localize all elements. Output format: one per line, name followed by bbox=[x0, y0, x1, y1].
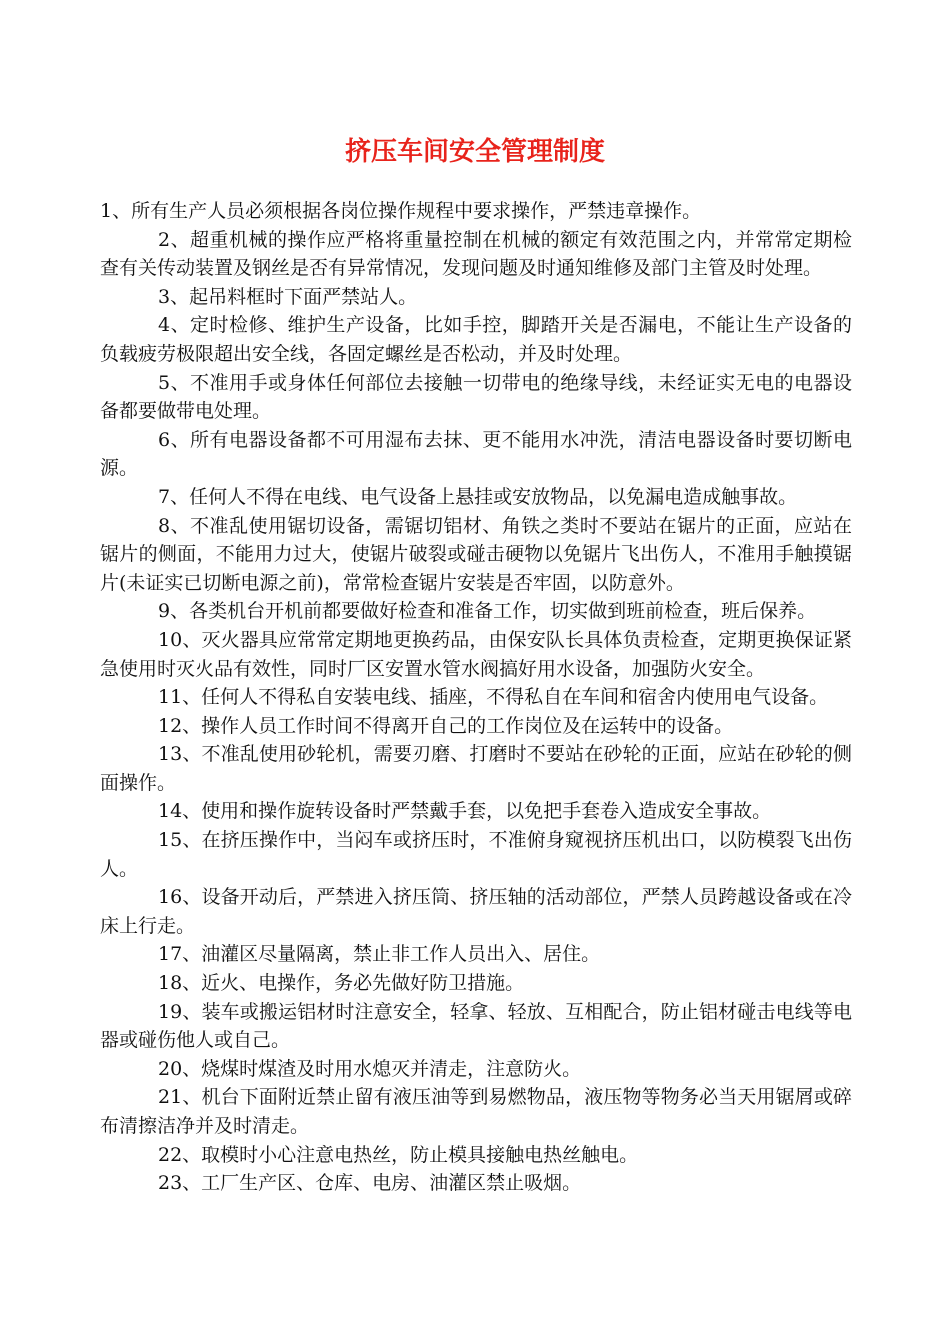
rule-item: 4、定时检修、维护生产设备，比如手控，脚踏开关是否漏电，不能让生产设备的负载疲劳极限超出安全线，各固定螺丝是否松动，并及时处理。 bbox=[100, 314, 852, 365]
rule-item: 2、超重机械的操作应严格将重量控制在机械的额定有效范围之内，并常常定期检查有关传动装置及钢丝是否有异常情况，发现问题及时通知维修及部门主管及时处理。 bbox=[100, 228, 852, 280]
rule-item: 11、任何人不得私自安装电线、插座，不得私自在车间和宿舍内使用电气设备。 bbox=[158, 686, 829, 709]
rule-item: 7、任何人不得在电线、电气设备上悬挂或安放物品，以免漏电造成触事故。 bbox=[158, 485, 798, 508]
rule-item: 9、各类机台开机前都要做好检查和准备工作，切实做到班前检查，班后保养。 bbox=[158, 600, 817, 623]
document-body bbox=[100, 197, 852, 1198]
rule-item: 13、不准乱使用砂轮机，需要刃磨、打磨时不要站在砂轮的正面，应站在砂轮的侧面操作。 bbox=[100, 743, 852, 794]
rule-item: 16、设备开动后，严禁进入挤压筒、挤压轴的活动部位，严禁人员跨越设备或在冷床上行走。 bbox=[100, 886, 852, 937]
rule-item: 10、灭火器具应常常定期地更换药品，由保安队长具体负责检查，定期更换保证紧急使用时灭火品有效性，同时厂区安置水管水阀搞好用水设备，加强防火安全。 bbox=[100, 628, 852, 680]
rule-item: 14、使用和操作旋转设备时严禁戴手套，以免把手套卷入造成安全事故。 bbox=[158, 800, 772, 823]
rule-item: 23、工厂生产区、仓库、电房、油灌区禁止吸烟。 bbox=[158, 1172, 582, 1195]
rule-item: 5、不准用手或身体任何部位去接触一切带电的绝缘导线，未经证实无电的电器设备都要做带电处理。 bbox=[100, 371, 852, 423]
rule-item: 1、所有生产人员必须根据各岗位操作规程中要求操作，严禁违章操作。 bbox=[100, 200, 702, 222]
rule-item: 20、烧煤时煤渣及时用水熄灭并清走，注意防火。 bbox=[158, 1057, 582, 1080]
rule-item: 15、在挤压操作中，当闷车或挤压时，不准俯身窥视挤压机出口，以防模裂飞出伤人。 bbox=[100, 829, 852, 880]
rule-item: 19、装车或搬运铝材时注意安全，轻拿、轻放、互相配合，防止铝材碰击电线等电器或碰伤他人或自己。 bbox=[100, 1000, 852, 1052]
document-title: 挤压车间安全管理制度 bbox=[344, 137, 605, 167]
rule-item: 17、油灌区尽量隔离，禁止非工作人员出入、居住。 bbox=[158, 943, 601, 966]
rule-item: 12、操作人员工作时间不得离开自己的工作岗位及在运转中的设备。 bbox=[158, 714, 734, 737]
rule-item: 18、近火、电操作，务必先做好防卫措施。 bbox=[158, 972, 525, 995]
rule-item: 6、所有电器设备都不可用湿布去抹、更不能用水冲洗，清洁电器设备时要切断电源。 bbox=[100, 428, 852, 480]
rule-item: 21、机台下面附近禁止留有液压油等到易燃物品，液压物等物务必当天用锯屑或碎布清擦洁净并及时清走。 bbox=[100, 1086, 852, 1137]
rule-item: 3、起吊料框时下面严禁站人。 bbox=[158, 285, 418, 308]
rule-item: 8、不准乱使用锯切设备，需锯切铝材、角铁之类时不要站在锯片的正面，应站在锯片的侧面，不能用力过大，使锯片破裂或碰击硬物以免锯片飞出伤人，不准用手触摸锯片(未证实已切断电源之前)，常常检查锯片安装是否牢固，以防意外。 bbox=[100, 514, 852, 594]
rule-item: 22、取模时小心注意电热丝，防止模具接触电热丝触电。 bbox=[158, 1143, 639, 1166]
